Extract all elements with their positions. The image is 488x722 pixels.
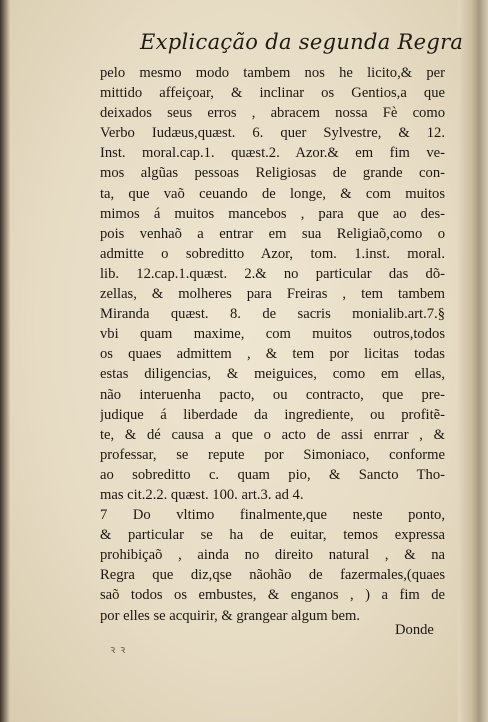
signature-mark: ꝛ ꝛ — [110, 644, 127, 656]
text-line: prohibiçaõ , ainda no direito natural , & na — [100, 547, 445, 564]
text-line: pelo mesmo modo tambem nos he licito,& per — [100, 65, 445, 81]
text-line: admitte o sobreditto Azor, tom. 1.inst. moral. — [100, 245, 445, 262]
text-line: mimos á muitos mancebos , para que ao des- — [100, 205, 445, 222]
catchword: Donde — [395, 622, 434, 638]
text-line: & particular se ha de euitar, temos expressa — [100, 527, 445, 544]
text-line: não interuenha pacto, ou contracto, que pre- — [100, 386, 445, 403]
text-line: zellas, & molheres para Freiras , tem tambem — [100, 286, 445, 303]
text-line: estas diligencias, & meiguices, como em ellas, — [100, 366, 445, 383]
text-line: deixados seus erros , abracem nossa Fè como — [100, 105, 445, 122]
text-line: saõ todos os embustes, & enganos , ) a fim de — [100, 587, 445, 604]
text-line: os quaes admittem , & tem por licitas todas — [100, 346, 445, 363]
text-line: Inst. moral.cap.1. quæst.2. Azor.& em fim ve- — [100, 145, 445, 162]
text-line: por elles se acquirir, & grangear algum bem. — [100, 607, 360, 624]
text-line: Miranda quæst. 8. de sacris monialib.art.7.§ — [100, 306, 445, 323]
text-line: pois venhaõ a entrar em sua Religiaõ,como o — [100, 225, 445, 242]
page-gutter-shadow — [0, 0, 10, 722]
body-text — [100, 63, 445, 626]
running-header: Explicação da segunda Regra — [140, 30, 464, 54]
text-line: mittido affeiçoar, & inclinar os Gentios,a que — [100, 85, 445, 102]
text-line: mos algũas pessoas Religiosas de grande con- — [100, 165, 445, 182]
text-line: mas cit.2.2. quæst. 100. art.3. ad 4. — [100, 486, 304, 503]
text-line: Regra que diz,qse nãohão de fazermales,(quaes — [100, 567, 445, 584]
text-line: lib. 12.cap.1.quæst. 2.& no particular das dõ- — [100, 265, 445, 282]
text-line: vbi quam maxime, com muitos outros,todos — [100, 326, 445, 343]
text-line: 7 Do vltimo finalmente,que neste ponto, — [100, 507, 445, 524]
text-line: Verbo Iudæus,quæst. 6. quer Sylvestre, & 12. — [100, 125, 445, 142]
page-fore-edge — [458, 0, 488, 722]
text-line: judique á liberdade da ingrediente, ou profitẽ- — [100, 406, 445, 423]
text-line: ta, que vaõ ceuando de longe, & com muitos — [100, 185, 445, 202]
text-line: ao sobreditto c. quam pio, & Sancto Tho- — [100, 466, 445, 483]
text-line: professar, se repute por Simoniaco, conforme — [100, 446, 445, 463]
text-line: te, & dé causa a que o acto de assi enrrar , & — [100, 426, 445, 443]
